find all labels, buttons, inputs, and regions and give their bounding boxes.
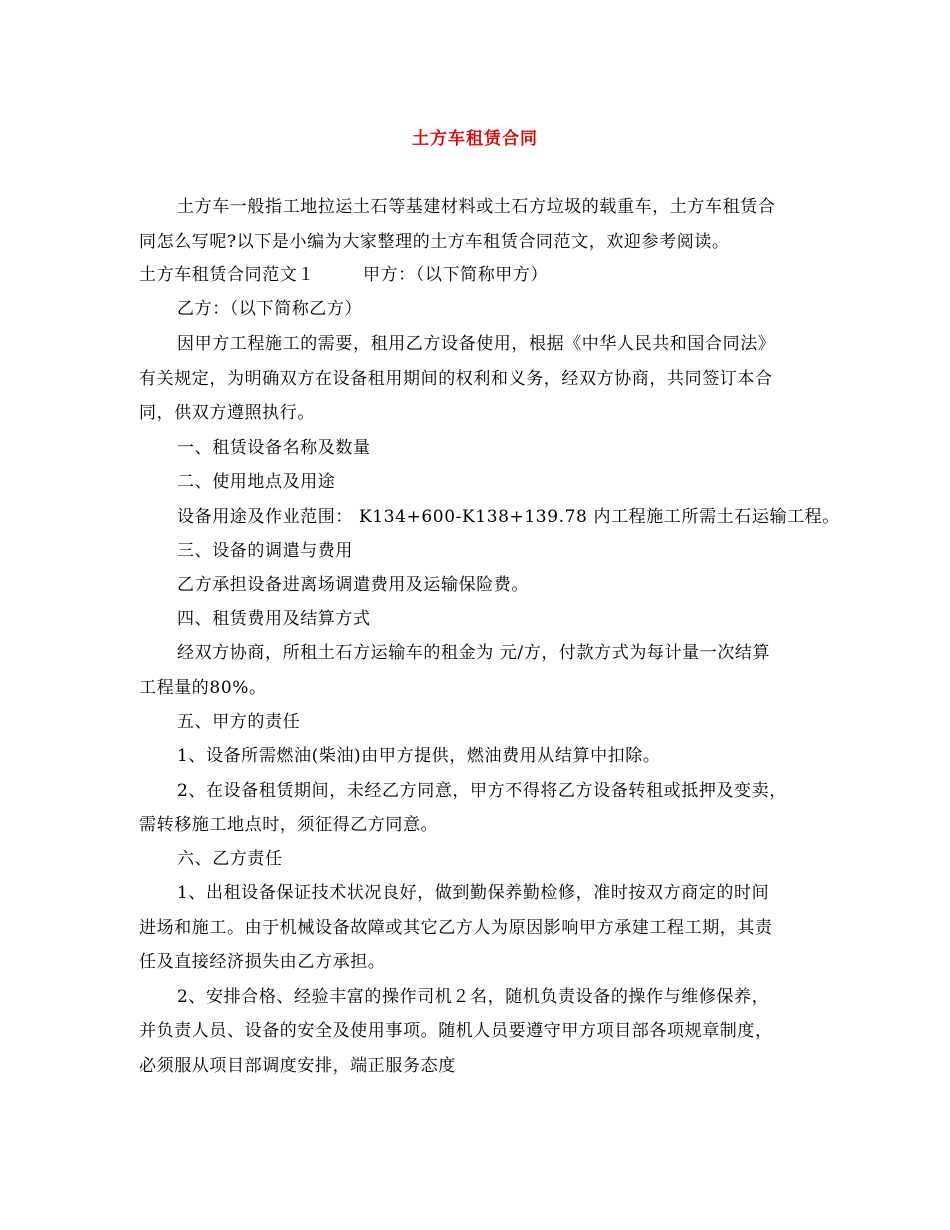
paragraph-line: 需转移施工地点时，须征得乙方同意。 bbox=[139, 815, 439, 835]
paragraph-line: 经双方协商，所租土石方运输车的租金为 元/方，付款方式为每计量一次结算 bbox=[177, 643, 771, 663]
party-a-label: 甲方：（以下简称甲方） bbox=[363, 265, 549, 285]
party-b-label: 乙方：（以下简称乙方） bbox=[177, 299, 363, 319]
section-heading: 四、租赁费用及结算方式 bbox=[177, 609, 371, 629]
paragraph-line: 设备用途及作业范围： K134+600-K138+139.78 内工程施工所需土石运输工程。 bbox=[177, 507, 840, 527]
paragraph-line: 1、出租设备保证技术状况良好，做到勤保养勤检修，准时按双方商定的时间 bbox=[177, 883, 770, 903]
paragraph-line: 乙方承担设备进离场调遣费用及运输保险费。 bbox=[177, 575, 529, 595]
paragraph-line: 土方车一般指工地拉运土石等基建材料或土石方垃圾的载重车，土方车租赁合 bbox=[177, 197, 776, 217]
paragraph-line: 2、在设备租赁期间，未经乙方同意，甲方不得将乙方设备转租或抵押及变卖， bbox=[177, 781, 787, 801]
section-heading: 二、使用地点及用途 bbox=[177, 472, 336, 492]
section-heading: 一、租赁设备名称及数量 bbox=[177, 438, 371, 458]
document-title: 土方车租赁合同 bbox=[412, 129, 538, 149]
sample-heading: 土方车租赁合同范文１ bbox=[139, 265, 315, 285]
section-heading: 五、甲方的责任 bbox=[177, 712, 301, 732]
paragraph-line: 有关规定，为明确双方在设备租用期间的权利和义务，经双方协商，共同签订本合 bbox=[139, 369, 773, 389]
paragraph-line: 2、安排合格、经验丰富的操作司机２名，随机负责设备的操作与维修保养， bbox=[177, 987, 770, 1007]
paragraph-line: 进场和施工。由于机械设备故障或其它乙方人为原因影响甲方承建工程工期，其责 bbox=[139, 918, 773, 938]
paragraph-line: 同怎么写呢?以下是小编为大家整理的土方车租赁合同范文，欢迎参考阅读。 bbox=[139, 232, 730, 252]
paragraph-line: 1、设备所需燃油(柴油)由甲方提供，燃油费用从结算中扣除。 bbox=[177, 746, 661, 766]
section-heading: 六、乙方责任 bbox=[177, 849, 283, 869]
paragraph-line: 任及直接经济损失由乙方承担。 bbox=[139, 952, 386, 972]
paragraph-line: 同，供双方遵照执行。 bbox=[139, 403, 315, 423]
paragraph-line: 因甲方工程施工的需要，租用乙方设备使用，根据《中华人民共和国合同法》 bbox=[177, 334, 776, 354]
paragraph-line bbox=[139, 263, 548, 287]
section-heading: 三、设备的调遣与费用 bbox=[177, 541, 353, 561]
paragraph-line: 并负责人员、设备的安全及使用事项。随机人员要遵守甲方项目部各项规章制度， bbox=[139, 1021, 773, 1041]
paragraph-line: 工程量的80%。 bbox=[139, 678, 267, 698]
paragraph-line: 必须服从项目部调度安排，端正服务态度 bbox=[139, 1056, 456, 1076]
